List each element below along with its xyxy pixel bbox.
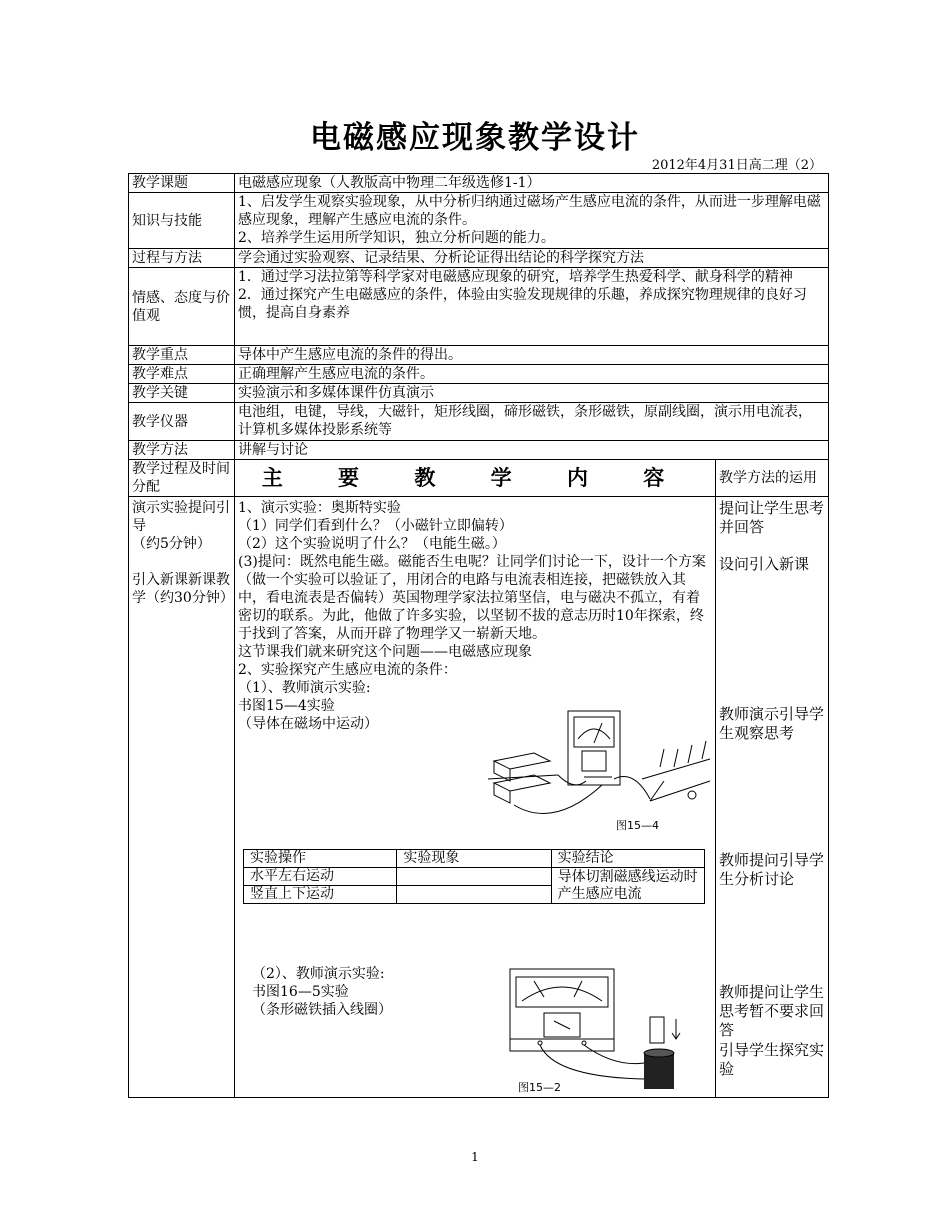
method-note-3: 教师演示引导学生观察思考 — [719, 705, 825, 742]
label-key: 教学关键 — [129, 384, 235, 403]
fig-desc-1: （导体在磁场中运动） — [238, 716, 378, 732]
header-process-time: 教学过程及时间分配 — [129, 460, 235, 497]
exp-row-horizontal: 水平左右运动 — [244, 868, 397, 886]
figure-15-4 — [474, 709, 720, 837]
row-key-point — [129, 346, 829, 365]
label-key-point: 教学重点 — [129, 346, 235, 365]
explore-heading: 2、实验探究产生感应电流的条件： — [238, 662, 457, 678]
demo-heading: 1、演示实验：奥斯特实验 — [238, 500, 401, 516]
intro-line: 这节课我们就来研究这个问题——电磁感应现象 — [238, 644, 532, 660]
row-equipment — [129, 403, 829, 441]
content-key-point: 导体中产生感应电流的条件的得出。 — [235, 346, 829, 365]
knowledge-item-2: 2、培养学生运用所学知识，独立分析问题的能力。 — [238, 230, 555, 246]
galvanometer-setup-illustration — [474, 709, 720, 837]
figure-caption-15-2: 图15—2 — [518, 1081, 561, 1094]
content-key: 实验演示和多媒体课件仿真演示 — [235, 384, 829, 403]
lesson-plan-table — [128, 173, 829, 1098]
stage-demo-time: （约5分钟） — [132, 536, 211, 552]
method-note-2: 设问引入新课 — [719, 555, 810, 573]
row-difficulty — [129, 365, 829, 384]
method-note-5: 教师提问让学生思考暂不要求回答 — [719, 983, 825, 1039]
label-emotion: 情感、态度与价值观 — [129, 268, 235, 346]
emotion-item-1: 1．通过学习法拉第等科学家对电磁感应现象的研究，培养学生热爱科学、献身科学的精神 — [238, 269, 793, 285]
label-method: 教学方法 — [129, 441, 235, 460]
stage-new-lesson: 引入新课新课教学（约30分钟） — [132, 572, 234, 606]
question-2: （2）这个实验说明了什么？（电能生磁。） — [238, 536, 506, 552]
teacher-demo-1: （1）、教师演示实验: — [238, 680, 371, 696]
row-method — [129, 441, 829, 460]
knowledge-item-1: 1、启发学生观察实验现象，从中分析归纳通过磁场产生感应电流的条件，从而进一步理解电磁感应现象，理解产生感应电流的条件。 — [238, 194, 821, 228]
row-emotion — [129, 268, 829, 346]
content-knowledge — [235, 193, 829, 249]
fig-desc-2: （条形磁铁插入线圈） — [252, 1002, 392, 1018]
emotion-item-2: 2．通过探究产生电磁感应的条件，体验由实验发现规律的乐趣，养成探究物理规律的良好习惯，提高自身素养 — [238, 287, 807, 321]
fig-ref-1: 书图15—4实验 — [238, 698, 335, 714]
process-left-cell — [129, 497, 235, 1098]
figure-caption-15-4: 图15—4 — [616, 819, 659, 832]
process-middle-cell — [235, 497, 716, 1098]
method-note-6: 引导学生探究实验 — [719, 1041, 825, 1078]
row-knowledge — [129, 193, 829, 249]
label-knowledge: 知识与技能 — [129, 193, 235, 249]
row-process-method — [129, 249, 829, 268]
row-key — [129, 384, 829, 403]
exp-conclusion: 导体切割磁感线运动时产生感应电流 — [551, 868, 704, 904]
method-note-1: 提问让学生思考并回答 — [719, 499, 825, 536]
process-body-row — [129, 497, 829, 1098]
figure-15-2 — [504, 967, 704, 1095]
exp-row-vertical: 竖直上下运动 — [244, 886, 397, 904]
exp-cell-phenomenon-1 — [397, 868, 551, 886]
magnet-coil-illustration — [504, 967, 704, 1095]
method-note-4: 教师提问引导学生分析讨论 — [719, 851, 825, 888]
document-title: 电磁感应现象教学设计 — [310, 120, 640, 156]
exp-header-phenomenon: 实验现象 — [397, 850, 551, 868]
exp-cell-phenomenon-2 — [397, 886, 551, 904]
process-header-row — [129, 460, 829, 497]
page-number: 1 — [471, 1150, 479, 1164]
question-3: (3)提问：既然电能生磁。磁能否生电呢？让同学们讨论一下，设计一个方案（做一个实验可以验证了，用闭合的电路与电流表相连接，把磁铁放入其中，看电流表是否偏转）英国物理学家法拉第坚信，电与磁决不孤立，有着密切的联系。为此，他做了许多实验，以坚韧不拔的意志历时10年探索，终于找到了答案，从而开辟了物理学又一崭新天地。 — [238, 554, 706, 642]
row-topic — [129, 174, 829, 193]
label-difficulty: 教学难点 — [129, 365, 235, 384]
teacher-demo-2: （2）、教师演示实验: — [252, 966, 385, 982]
content-equipment: 电池组，电键，导线，大磁针，矩形线圈，碲形磁铁，条形磁铁，原副线圈，演示用电流表，计算机多媒体投影系统等 — [235, 403, 829, 441]
fig-ref-2: 书图16—5实验 — [252, 984, 349, 1000]
content-process-method: 学会通过实验观察、记录结果、分析论证得出结论的科学探究方法 — [235, 249, 829, 268]
header-method-use: 教学方法的运用 — [716, 460, 829, 497]
content-emotion — [235, 268, 829, 346]
exp-header-operation: 实验操作 — [244, 850, 397, 868]
label-equipment: 教学仪器 — [129, 403, 235, 441]
exp-header-conclusion: 实验结论 — [551, 850, 704, 868]
question-1: （1）同学们看到什么？（小磁针立即偏转） — [238, 518, 513, 534]
label-process-method: 过程与方法 — [129, 249, 235, 268]
date-line: 2012年4月31日高二理（2） — [651, 158, 822, 173]
label-topic: 教学课题 — [129, 174, 235, 193]
content-topic: 电磁感应现象（人教版高中物理二年级选修1-1） — [235, 174, 829, 193]
process-right-cell — [716, 497, 829, 1098]
stage-demo: 演示实验提问引导 — [132, 500, 230, 534]
content-method: 讲解与讨论 — [235, 441, 829, 460]
content-difficulty: 正确理解产生感应电流的条件。 — [235, 365, 829, 384]
experiment-table — [243, 849, 705, 904]
header-main-content: 主 要 教 学 内 容 — [235, 460, 716, 497]
